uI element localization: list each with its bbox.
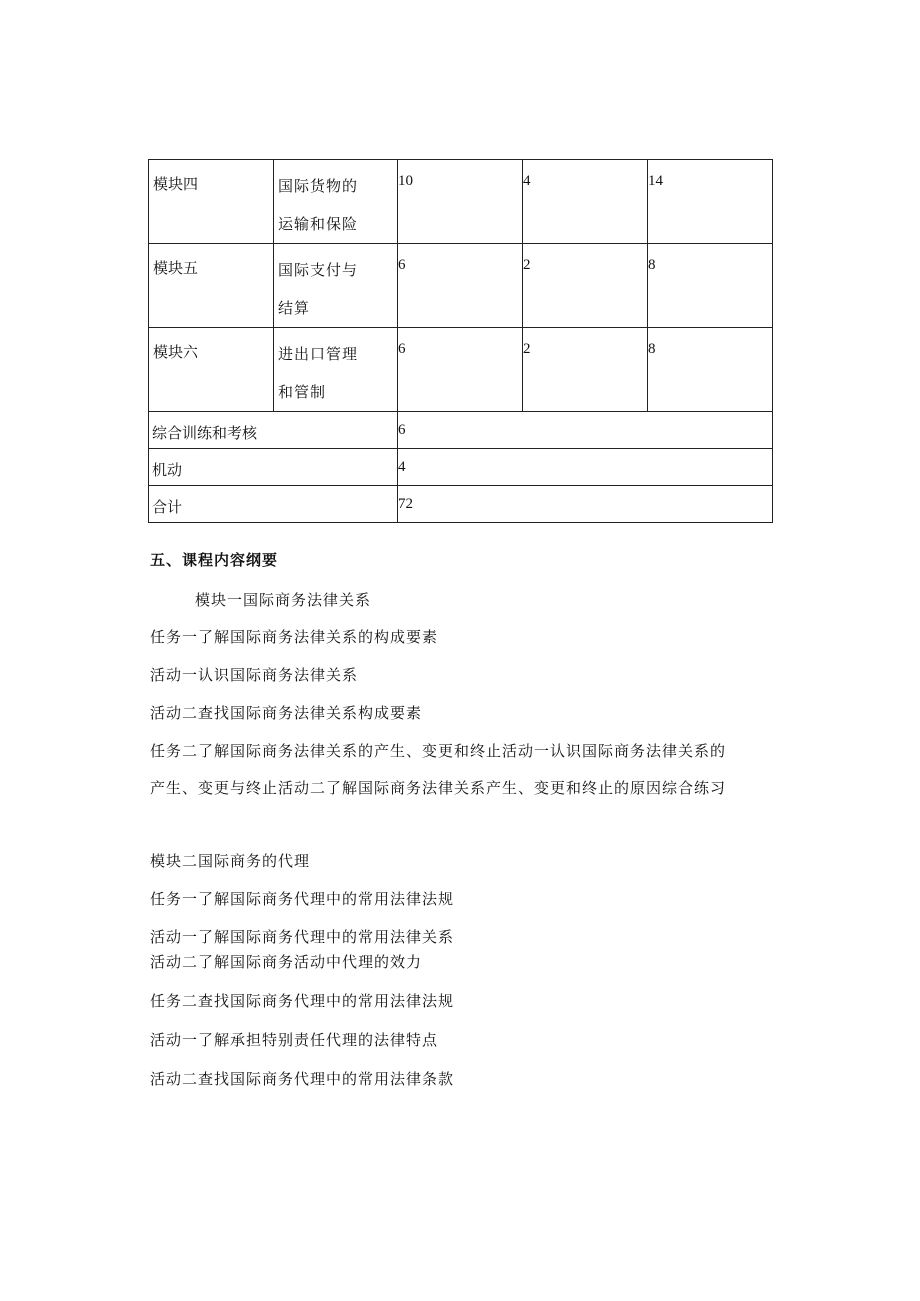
summary-label-cell: 合计 [149,486,398,523]
table-row [149,449,773,486]
summary-value-cell: 4 [398,449,773,486]
table-row [149,244,773,328]
module-cell: 模块四 [149,160,274,244]
outline-line: 活动一了解国际商务代理中的常用法律关系 [150,928,455,946]
hours-table [148,159,773,523]
hours-cell: 6 [398,244,523,328]
table-row [149,328,773,412]
module-cell: 模块六 [149,328,274,412]
topic-cell: 国际支付与 结算 [274,244,398,328]
topic-cell: 进出口管理 和管制 [274,328,398,412]
hours-cell: 8 [648,244,773,328]
summary-value-cell: 6 [398,412,773,449]
summary-label-cell: 综合训练和考核 [149,412,398,449]
outline-line: 活动二查找国际商务代理中的常用法律条款 [150,1070,455,1088]
outline-line: 任务一了解国际商务代理中的常用法律法规 [150,890,455,908]
module-cell: 模块五 [149,244,274,328]
outline-line: 任务二了解国际商务法律关系的产生、变更和终止活动一认识国际商务法律关系的 [150,742,727,760]
hours-cell: 2 [523,244,648,328]
hours-cell: 4 [523,160,648,244]
hours-cell: 14 [648,160,773,244]
hours-cell: 10 [398,160,523,244]
outline-line: 任务一了解国际商务法律关系的构成要素 [150,628,439,646]
hours-cell: 6 [398,328,523,412]
outline-line: 活动二了解国际商务活动中代理的效力 [150,953,423,971]
table-row [149,486,773,523]
section-heading: 五、课程内容纲要 [150,551,279,569]
hours-cell: 2 [523,328,648,412]
outline-line: 活动一了解承担特别责任代理的法律特点 [150,1031,439,1049]
module-title: 模块一国际商务法律关系 [195,591,372,609]
summary-value-cell: 72 [398,486,773,523]
hours-cell: 8 [648,328,773,412]
summary-label-cell: 机动 [149,449,398,486]
table-row [149,412,773,449]
outline-line: 产生、变更与终止活动二了解国际商务法律关系产生、变更和终止的原因综合练习 [150,779,727,797]
module-title: 模块二国际商务的代理 [150,852,311,870]
outline-line: 任务二查找国际商务代理中的常用法律法规 [150,992,455,1010]
topic-cell: 国际货物的 运输和保险 [274,160,398,244]
outline-line: 活动一认识国际商务法律关系 [150,666,359,684]
table-row [149,160,773,244]
outline-line: 活动二查找国际商务法律关系构成要素 [150,704,423,722]
